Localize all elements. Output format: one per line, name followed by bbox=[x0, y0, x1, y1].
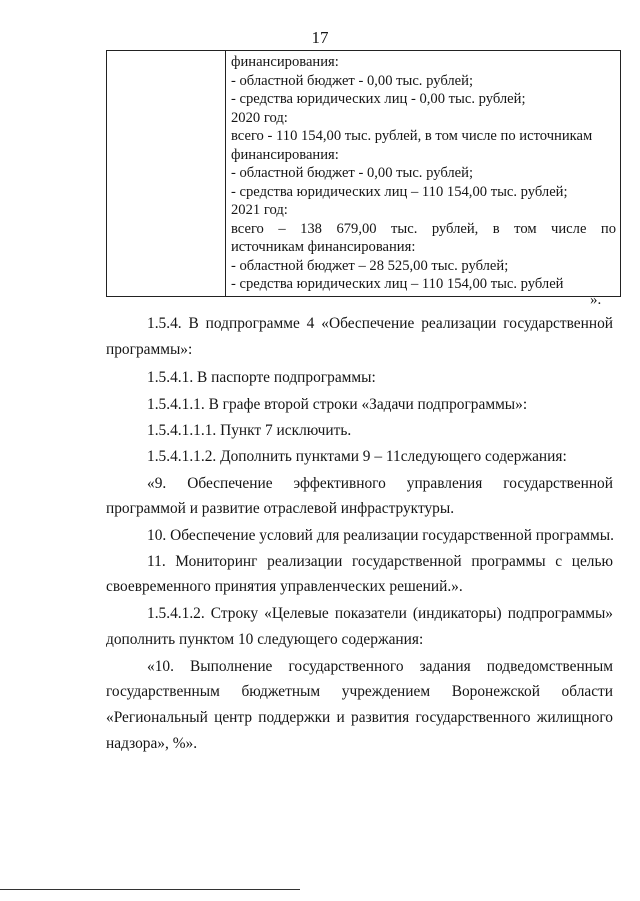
item-9-line-1: «9. Обеспечение эффективного управления государственной bbox=[147, 475, 613, 492]
table-line: 2020 год: bbox=[231, 109, 288, 126]
paragraph-1-5-4-line-2: программы»: bbox=[106, 341, 193, 358]
table-label-cell bbox=[107, 51, 226, 297]
table-line: источникам финансирования: bbox=[231, 239, 416, 255]
item-9-line-2: программой и развитие отраслевой инфраструктуры. bbox=[106, 500, 455, 517]
item-11-line-1: 11. Мониторинг реализации государственной программы с целью bbox=[147, 553, 613, 570]
table-line: - средства юридических лиц - 0,00 тыс. рублей; bbox=[231, 91, 526, 107]
paragraph-1-5-4-line-1: 1.5.4. В подпрограмме 4 «Обеспечение реализации государственной bbox=[147, 315, 613, 332]
table-funding-cell bbox=[226, 51, 621, 297]
paragraph-1-5-4-1-2-line-2: дополнить пунктом 10 следующего содержания: bbox=[106, 631, 424, 648]
table-line: всего - 110 154,00 тыс. рублей, в том числе по источникам bbox=[231, 128, 593, 144]
table-line: - областной бюджет - 0,00 тыс. рублей; bbox=[231, 72, 474, 89]
item-11-line-2: своевременного принятия управленческих решений.». bbox=[106, 578, 463, 595]
funding-table bbox=[106, 50, 621, 297]
table-line: финансирования: bbox=[231, 146, 339, 163]
table-closing-quote: ». bbox=[590, 292, 602, 308]
item-10: 10. Обеспечение условий для реализации государственной программы. bbox=[147, 527, 614, 544]
table-line: - средства юридических лиц – 110 154,00 тыс. рублей; bbox=[231, 183, 568, 200]
paragraph-1-5-4-1-2-line-1: 1.5.4.1.2. Строку «Целевые показатели (индикаторы) подпрограммы» bbox=[147, 605, 613, 622]
footer-rule bbox=[0, 889, 300, 890]
table-line: - средства юридических лиц – 110 154,00 тыс. рублей bbox=[231, 276, 564, 292]
indicator-10-line-4: надзора», %». bbox=[106, 735, 198, 752]
table-line: - областной бюджет - 0,00 тыс. рублей; bbox=[231, 165, 474, 181]
table-line: - областной бюджет – 28 525,00 тыс. рублей; bbox=[231, 257, 509, 274]
paragraph-1-5-4-1-1: 1.5.4.1.1. В графе второй строки «Задачи подпрограммы»: bbox=[147, 396, 528, 413]
paragraph-1-5-4-1-1-2: 1.5.4.1.1.2. Дополнить пунктами 9 – 11следующего содержания: bbox=[147, 448, 567, 465]
table-line: всего – 138 679,00 тыс. рублей, в том числе по bbox=[231, 220, 616, 237]
table-line: 2021 год: bbox=[231, 202, 288, 218]
paragraph-1-5-4-1-1-1: 1.5.4.1.1.1. Пункт 7 исключить. bbox=[147, 422, 352, 439]
paragraph-1-5-4-1: 1.5.4.1. В паспорте подпрограммы: bbox=[147, 369, 376, 386]
table-line: финансирования: bbox=[231, 54, 339, 70]
page-number: 17 bbox=[311, 28, 329, 47]
indicator-10-line-3: «Региональный центр поддержки и развития государственного жилищного bbox=[106, 709, 613, 726]
indicator-10-line-2: государственным бюджетным учреждением Воронежской области bbox=[106, 683, 613, 700]
indicator-10-line-1: «10. Выполнение государственного задания подведомственным bbox=[147, 658, 613, 675]
